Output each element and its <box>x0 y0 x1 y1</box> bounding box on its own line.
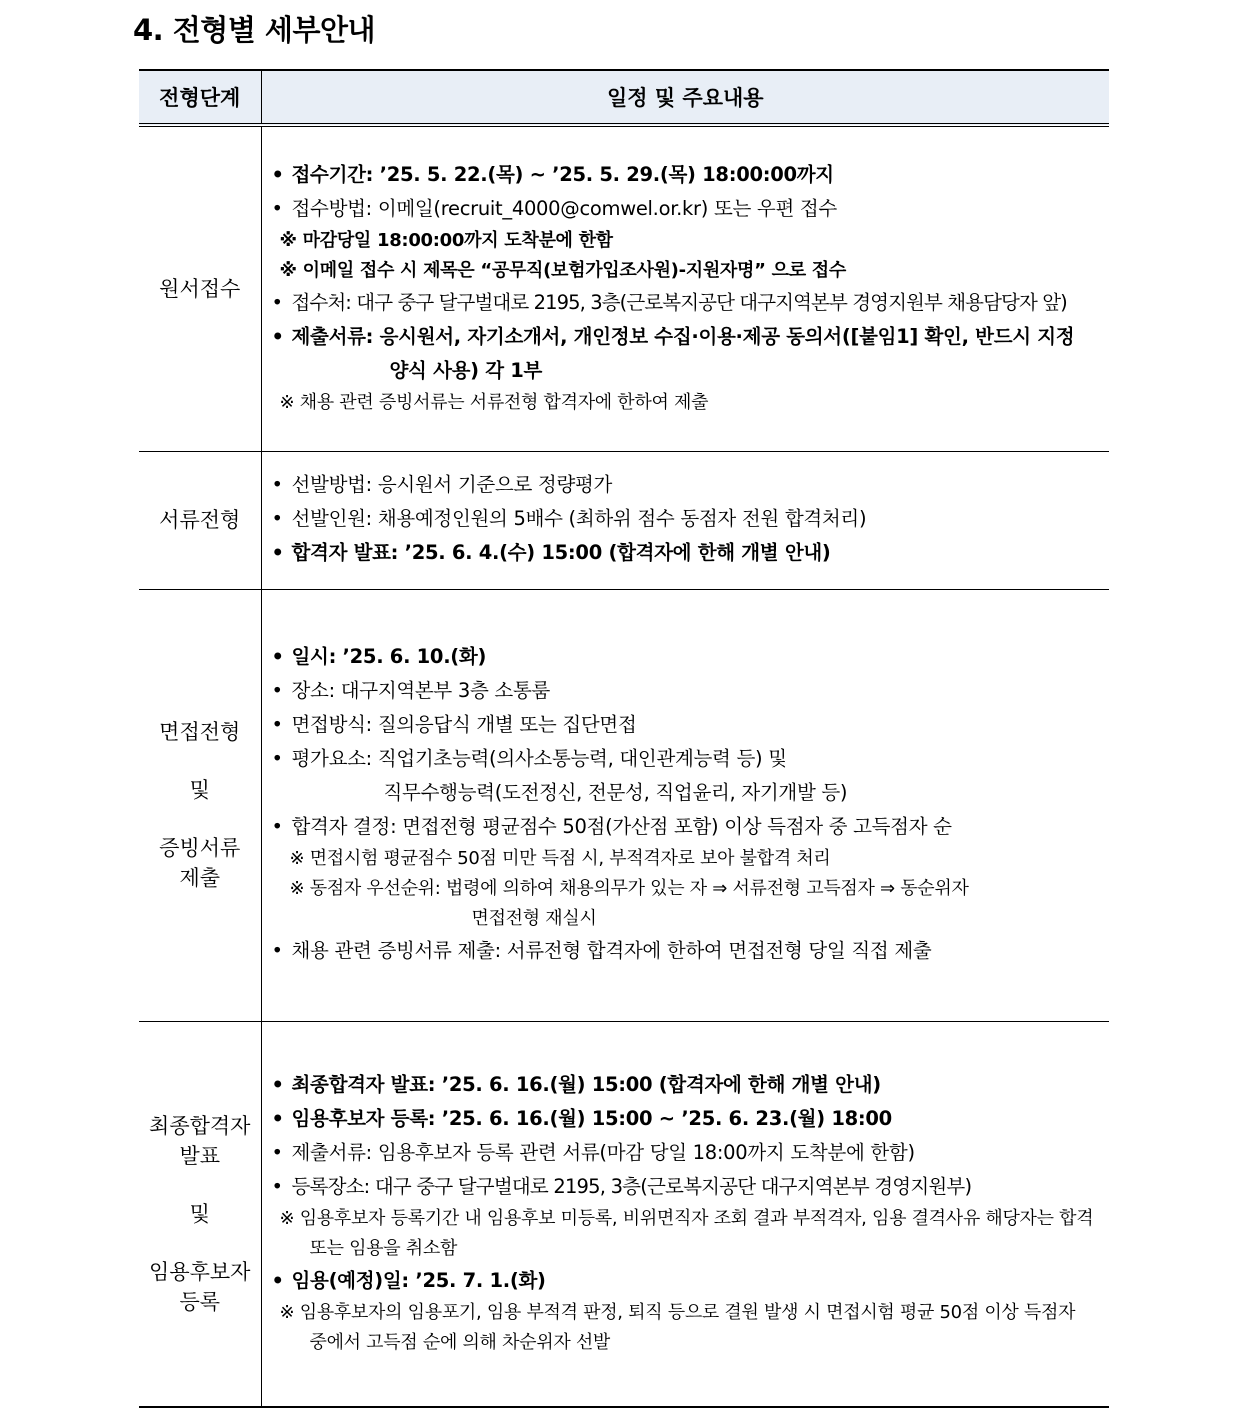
stage-label: 및 <box>189 1201 210 1226</box>
bullet-icon: • <box>271 541 284 564</box>
bullet-icon: • <box>271 507 283 530</box>
selection-details-table <box>139 69 1109 1408</box>
list-item: • 임용후보자 등록: ’25. 6. 16.(월) 15:00 ~ ’25. 6. 23.(월) 18:00 <box>272 1102 1098 1136</box>
list-item: • 제출서류: 임용후보자 등록 관련 서류(마감 당일 18:00까지 도착분에 한함) <box>272 1136 1098 1170</box>
note-item: ※ 채용 관련 증빙서류는 서류전형 합격자에 한하여 제출 <box>279 391 709 413</box>
stage-label: 증빙서류 <box>159 836 241 860</box>
list-item: • 최종합격자 발표: ’25. 6. 16.(월) 15:00 (합격자에 한해 개별 안내) <box>272 1068 1098 1102</box>
stage-label: 서류전형 <box>159 508 241 532</box>
stage-cell <box>139 589 261 1021</box>
header-content: 일정 및 주요내용 <box>261 70 1109 125</box>
bullet-icon: • <box>271 196 283 220</box>
list-item: • 합격자 발표: ’25. 6. 4.(수) 15:00 (합격자에 한해 개별 안내) <box>272 536 1098 570</box>
bullet-icon: • <box>271 679 283 702</box>
stage-label: 제출 <box>179 866 221 890</box>
stage-label: 임용후보자 <box>149 1259 251 1284</box>
list-item: • 임용(예정)일: ’25. 7. 1.(화) <box>272 1264 1098 1298</box>
bullet-icon: • <box>271 1140 283 1164</box>
stage-cell <box>139 1021 261 1407</box>
list-item: • 장소: 대구지역본부 3층 소통룸 <box>272 674 1098 708</box>
section-title: 4. 전형별 세부안내 <box>133 13 375 47</box>
bullet-icon: • <box>271 162 284 186</box>
list-item: • 선발인원: 채용예정인원의 5배수 (최하위 점수 동점자 전원 합격처리) <box>272 502 1098 536</box>
stage-label: 최종합격자 <box>149 1113 251 1138</box>
bullet-icon: • <box>271 473 283 496</box>
list-item: • 선발방법: 응시원서 기준으로 정량평가 <box>272 468 1098 502</box>
list-item: • 합격자 결정: 면접전형 평균점수 50점(가산점 포함) 이상 득점자 중 고득점자 순 <box>272 810 1098 844</box>
note-item: ※ 동점자 우선순위: 법령에 의하여 채용의무가 있는 자 ⇒ 서류전형 고득점자 ⇒ 동순위자 <box>289 878 969 899</box>
bullet-icon: • <box>271 1072 284 1096</box>
content-cell <box>261 1021 1109 1407</box>
stage-label: 및 <box>189 778 210 802</box>
bullet-icon: • <box>271 645 284 668</box>
bullet-icon: • <box>271 939 283 962</box>
table-row <box>139 1021 1109 1407</box>
stage-label: 면접전형 <box>159 720 241 744</box>
list-item: • 평가요소: 직업기초능력(의사소통능력, 대인관계능력 등) 및 <box>272 742 1098 776</box>
list-item: • 채용 관련 증빙서류 제출: 서류전형 합격자에 한하여 면접전형 당일 직접 제출 <box>272 934 1098 968</box>
list-item: • 제출서류: 응시원서, 자기소개서, 개인정보 수집·이용·제공 동의서([붙임1] 확인, 반드시 지정 양식 사용) 각 1부 <box>272 320 1098 388</box>
stage-label: 등록 <box>179 1289 221 1314</box>
bullet-icon: • <box>271 713 283 736</box>
bullet-icon: • <box>271 1268 284 1292</box>
content-cell <box>261 451 1109 589</box>
list-item: • 접수기간: ’25. 5. 22.(목) ~ ’25. 5. 29.(목) 18:00:00까지 <box>272 158 1098 192</box>
list-item: • 면접방식: 질의응답식 개별 또는 집단면접 <box>272 708 1098 742</box>
stage-cell <box>139 451 261 589</box>
bullet-icon: • <box>271 815 283 838</box>
note-continuation: 면접전형 재실시 <box>471 908 597 929</box>
content-cell <box>261 125 1109 451</box>
list-item: • 접수방법: 이메일(recruit_4000@comwel.or.kr) 또는 우편 접수 <box>272 192 1098 226</box>
bullet-icon: • <box>271 1174 283 1198</box>
list-item: • 접수처: 대구 중구 달구벌대로 2195, 3층(근로복지공단 대구지역본부 경영지원부 채용담당자 앞) <box>272 286 1098 320</box>
note-item: ※ 임용후보자의 임용포기, 임용 부적격 판정, 퇴직 등으로 결원 발생 시 면접시험 평균 50점 이상 득점자 중에서 고득점 순에 의해 차순위자 선발 <box>279 1301 1076 1353</box>
stage-label: 원서접수 <box>159 276 241 301</box>
table-row <box>139 125 1109 451</box>
table-row <box>139 451 1109 589</box>
note-item: ※ 마감당일 18:00:00까지 도착분에 한함 <box>279 229 613 251</box>
note-item: ※ 면접시험 평균점수 50점 미만 득점 시, 부적격자로 보아 불합격 처리 <box>289 848 831 869</box>
bullet-icon: • <box>271 1106 284 1130</box>
list-item: • 일시: ’25. 6. 10.(화) <box>272 640 1098 674</box>
bullet-icon: • <box>271 290 283 314</box>
stage-label: 발표 <box>179 1143 221 1168</box>
stage-cell <box>139 125 261 451</box>
table-header-row <box>139 70 1109 125</box>
note-item: ※ 이메일 접수 시 제목은 “공무직(보험가입조사원)-지원자명” 으로 접수 <box>279 259 846 281</box>
table-row <box>139 589 1109 1021</box>
list-item: • 등록장소: 대구 중구 달구벌대로 2195, 3층(근로복지공단 대구지역본부 경영지원부) <box>272 1170 1098 1204</box>
bullet-icon: • <box>271 324 284 348</box>
content-cell <box>261 589 1109 1021</box>
bullet-icon: • <box>271 747 283 770</box>
list-item-continuation: 직무수행능력(도전정신, 전문성, 직업윤리, 자기개발 등) <box>383 781 848 804</box>
note-item: ※ 임용후보자 등록기간 내 임용후보 미등록, 비위면직자 조회 결과 부적격자, 임용 결격사유 해당자는 합격 또는 임용을 취소함 <box>279 1207 1094 1259</box>
header-stage: 전형단계 <box>139 70 261 125</box>
